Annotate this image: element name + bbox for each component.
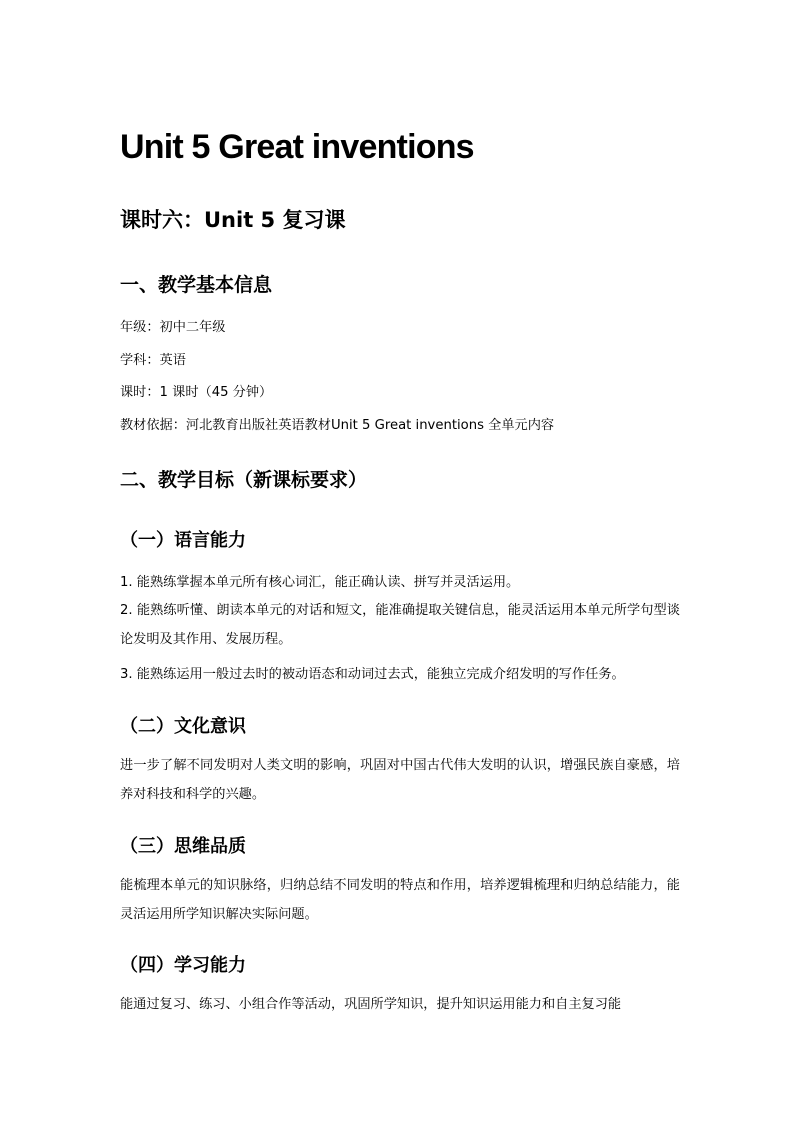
info-grade: 年级：初中二年级 [120,320,226,335]
info-textbook: 教材依据：河北教育出版社英语教材Unit 5 Great inventions 全单元内容 [120,418,555,433]
subsection-thinking-heading: （三）思维品质 [120,836,246,857]
subsection-learning-heading: （四）学习能力 [120,955,246,976]
section-objectives-heading: 二、教学目标（新课标要求） [120,469,368,491]
lesson-title: 课时六：Unit 5 复习课 [120,208,346,232]
info-period: 课时：1 课时（45 分钟） [120,385,273,400]
subsection-language-heading: （一）语言能力 [120,530,246,551]
culture-text: 进一步了解不同发明对人类文明的影响，巩固对中国古代伟大发明的认识，增强民族自豪感，培养对科技和科学的兴趣。 [120,758,680,802]
language-item-2: 2. 能熟练听懂、朗读本单元的对话和短文，能准确提取关键信息，能灵活运用本单元所学句型谈论发明及其作用、发展历程。 [120,603,680,647]
thinking-text: 能梳理本单元的知识脉络，归纳总结不同发明的特点和作用，培养逻辑梳理和归纳总结能力，能灵活运用所学知识解决实际问题。 [120,878,680,922]
language-item-3: 3. 能熟练运用一般过去时的被动语态和动词过去式，能独立完成介绍发明的写作任务。 [120,667,625,682]
document-title: Unit 5 Great inventions [120,128,474,166]
section-basic-info-heading: 一、教学基本信息 [120,274,273,296]
subsection-culture-heading: （二）文化意识 [120,716,246,737]
info-subject: 学科：英语 [120,353,186,368]
learning-text: 能通过复习、练习、小组合作等活动，巩固所学知识，提升知识运用能力和自主复习能 [120,997,622,1012]
language-item-1: 1. 能熟练掌握本单元所有核心词汇，能正确认读、拼写并灵活运用。 [120,575,520,590]
